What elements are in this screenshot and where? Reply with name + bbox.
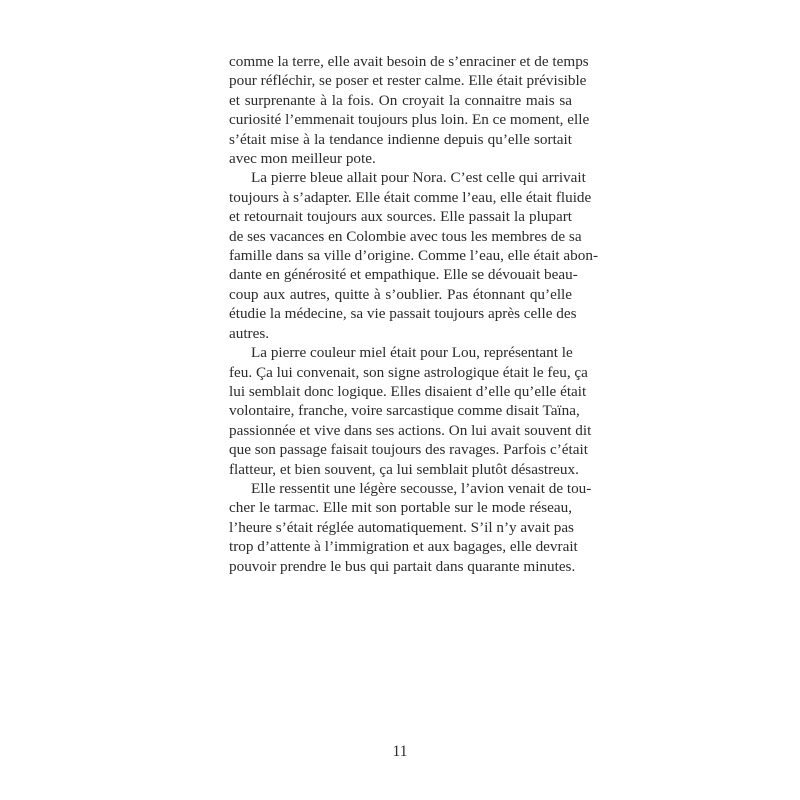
text-line: avec mon meilleur pote. — [229, 150, 376, 168]
text-line: feu. Ça lui convenait, son signe astrologique était le feu, ça — [229, 363, 588, 381]
text-line: l’heure s’était réglée automatiquement. S’il n’y avait pas — [229, 518, 574, 536]
text-line: La pierre bleue allait pour Nora. C’est celle qui arrivait — [251, 169, 586, 187]
text-line: La pierre couleur miel était pour Lou, représentant le — [251, 344, 573, 362]
text-line: que son passage faisait toujours des ravages. Parfois c’était — [229, 441, 588, 459]
text-line: cher le tarmac. Elle mit son portable sur le mode réseau, — [229, 499, 572, 517]
text-line: trop d’attente à l’immigration et aux bagages, elle devrait — [229, 538, 578, 556]
text-line: Elle ressentit une légère secousse, l’avion venait de tou- — [251, 479, 592, 497]
text-line: s’était mise à la tendance indienne depuis qu’elle sortait — [229, 130, 572, 148]
text-line: de ses vacances en Colombie avec tous les membres de sa — [229, 227, 582, 245]
text-line: curiosité l’emmenait toujours plus loin. En ce moment, elle — [229, 111, 590, 129]
paragraph-3 — [229, 343, 592, 479]
text-line: autres. — [229, 324, 270, 342]
text-line: passionnée et vive dans ses actions. On lui avait souvent dit — [229, 421, 592, 439]
page-number: 11 — [392, 743, 408, 760]
text-line: et surprenante à la fois. On croyait la connaitre mais sa — [229, 91, 572, 109]
text-line: pour réfléchir, se poser et rester calme. Elle était prévisible — [229, 72, 587, 90]
text-line: étudie la médecine, sa vie passait toujours après celle des — [229, 305, 577, 323]
text-line: flatteur, et bien souvent, ça lui semblait plutôt désastreux. — [229, 460, 579, 478]
text-line: toujours à s’adapter. Elle était comme l’eau, elle était fluide — [229, 188, 592, 206]
text-line: pouvoir prendre le bus qui partait dans quarante minutes. — [229, 557, 576, 575]
text-line: comme la terre, elle avait besoin de s’enraciner et de temps — [229, 53, 589, 70]
paragraph-2 — [229, 168, 599, 343]
body-text — [229, 52, 599, 576]
text-line: famille dans sa ville d’origine. Comme l’eau, elle était abon- — [229, 247, 599, 265]
text-line: coup aux autres, quitte à s’oublier. Pas étonnant qu’elle — [229, 285, 572, 303]
text-line: dante en générosité et empathique. Elle se dévouait beau- — [229, 266, 578, 284]
text-line: et retournait toujours aux sources. Elle passait la plupart — [229, 208, 572, 226]
text-line: volontaire, franche, voire sarcastique comme disait Taïna, — [229, 402, 580, 420]
paragraph-4 — [229, 479, 592, 576]
text-line: lui semblait donc logique. Elles disaient d’elle qu’elle était — [229, 382, 587, 400]
paragraph-1 — [229, 52, 590, 168]
